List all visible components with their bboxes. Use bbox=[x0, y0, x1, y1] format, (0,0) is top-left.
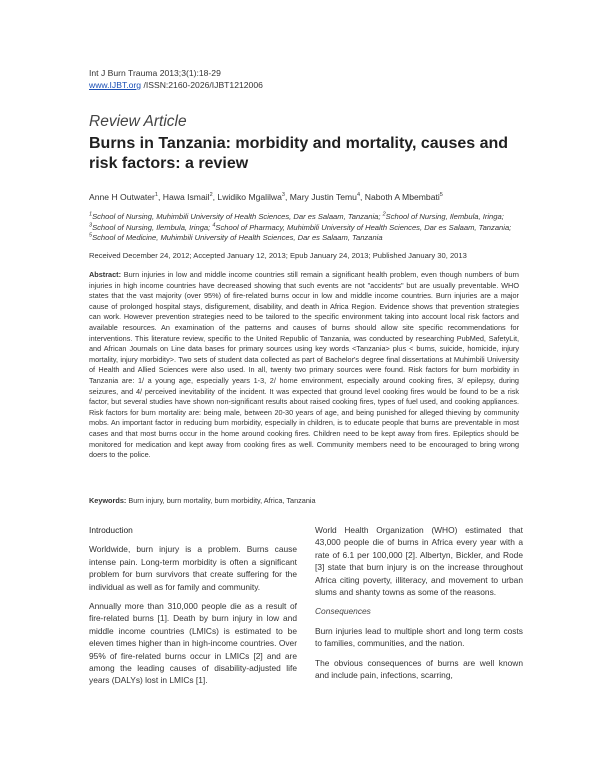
abstract bbox=[89, 270, 519, 461]
author-sup: 2 bbox=[209, 192, 213, 199]
issn-line bbox=[89, 79, 263, 91]
citation-line: Int J Burn Trauma 2013;3(1):18-29 bbox=[89, 68, 221, 78]
affiliations bbox=[89, 212, 517, 244]
author-sup: 1 bbox=[154, 192, 158, 199]
publication-dates: Received December 24, 2012; Accepted January 12, 2013; Epub January 24, 2013; Published January 30, 2013 bbox=[89, 251, 467, 260]
journal-citation bbox=[89, 67, 263, 91]
paragraph: World Health Organization (WHO) estimated that 43,000 people die of burns in Africa every year with a rate of 6.1 per 100,000 [2]. Albertyn, Bickler, and Rode [3] state that burn injury is on the increase throughout Africa citing poverty, illiteracy, and movement to urban slums and shanty towns as some of the reasons. bbox=[315, 525, 523, 598]
subheading-consequences: Consequences bbox=[315, 606, 371, 617]
article-title: Burns in Tanzania: morbidity and mortality, causes and risk factors: a review bbox=[89, 135, 509, 172]
author-name: Lwidiko Mgalilwa bbox=[217, 192, 282, 202]
paragraph: Annually more than 310,000 people die as a result of fire-related burns [1]. Death by burn injury in low and middle income countries (LMICs) is estimated to be eleven times higher than in high-income countries. Over 95% of fire-related burns occur in LMICs [2] and are among the leading causes of disability-adjusted life years (DALYs) lost in LMICs [1]. bbox=[89, 601, 297, 686]
keywords-text: Burn injury, burn mortality, burn morbidity, Africa, Tanzania bbox=[126, 496, 316, 505]
abstract-text: Burn injuries in low and middle income countries still remain a significant health problem, even though numbers of burn injuries in high income countries have decreased showing that such events are not "accidents" but are usually preventable. WHO states that the vast majority (over 95%) of fire-related burns occur in low and middle income countries. Burn injuries are a major cause of prolonged hospital stays, disfigurement, disability, and death in Africa Region. Evidence shows that prevention strategies can work. However prevention strategies need to be tailored to the specific environment taking into account local risk factors and available resources. An examination of the patterns and causes of burns should allow site specific recommendations for interventions. This literature review, specific to the United Republic of Tanzania, was conducted by researching PubMed, SafetyLit, and African Journals on Line data bases for primary sources using key words <Tanzania> plus < burns, suicide, homicide, injury mortality, injury morbidity>. Two sets of student data collected as part of Bachelor's degree final dissertations at Muhimbili University of Health and Allied Sciences were also used. In all, twenty two primary sources were found. Risk factors for burn morbidity in Tanzania are: 1/ a young age, especially years 1-3, 2/ home environment, especially around cooking fires, 3/ epilepsy, during seizures, and 4/ perceived inevitability of the incident. It was expected that ground level cooking fires would be found to be a risk factor, but several studies have shown non-significant results about raised cooking fires, types of fuel used, and cooking appliances. Risk factors for burn mortality are: being male, between 20-30 years of age, and being punished for alleged thieving by community mobs. An important factor in reducing burn morbidity, especially in children, is to educate people that burns are preventable in most cases and that most burns occur in the home around cooking fires. Children need to be kept away from fires. Epileptics should be monitored for medication and kept away from cooking fires as well. Community members need to be encouraged to bring wrong doers to the police. bbox=[89, 270, 519, 460]
author-name: Anne H Outwater bbox=[89, 192, 155, 202]
keywords bbox=[89, 496, 519, 505]
section-heading-introduction: Introduction bbox=[89, 525, 133, 535]
paragraph: Worldwide, burn injury is a problem. Burns cause intense pain. Long-term morbidity is often a significant problem for burn survivors that create suffering for the individual as well as for family and community. bbox=[89, 544, 297, 592]
affil-sup: 4 bbox=[212, 222, 216, 229]
author-sup: 5 bbox=[439, 192, 443, 199]
author-sup: 4 bbox=[356, 192, 360, 199]
paragraph: Burn injuries lead to multiple short and long term costs to families, communities, and the nation. bbox=[315, 625, 523, 649]
keywords-label: Keywords: bbox=[89, 496, 127, 505]
author-name: Mary Justin Temu bbox=[289, 192, 357, 202]
affil-text: School of Medicine, Muhimbili University of Health Sciences, Dar es Salaam, Tanzania bbox=[92, 233, 383, 243]
affil-sup: 2 bbox=[382, 211, 386, 218]
issn-text: /ISSN:2160-2026/IJBT1212006 bbox=[141, 80, 263, 90]
author-list: Anne H Outwater$^1$, Hawa Ismail$^2$, Lwidiko Mgalilwa$^3$, Mary Justin Temu$^4$, Naboth A Mbembati$^5$ bbox=[89, 192, 443, 202]
author-sup: 3 bbox=[281, 192, 285, 199]
author-name: Naboth A Mbembati bbox=[364, 192, 440, 202]
paragraph: The obvious consequences of burns are well known and include pain, infections, scarring, bbox=[315, 657, 523, 681]
author-name: Hawa Ismail bbox=[162, 192, 210, 202]
affil-text: School of Pharmacy, Muhimbili University of Health Sciences, Dar es Salaam, Tanzania; bbox=[215, 222, 512, 232]
affil-sup: 1 bbox=[89, 211, 93, 218]
abstract-label: Abstract: bbox=[89, 270, 122, 279]
journal-link[interactable]: www.IJBT.org bbox=[89, 80, 142, 90]
article-type: Review Article bbox=[89, 113, 187, 130]
affil-text: School of Nursing, Ilembula, Iringa; bbox=[92, 222, 213, 232]
right-column bbox=[315, 524, 523, 688]
affil-sup: 5 bbox=[89, 232, 93, 239]
affil-sup: 3 bbox=[89, 222, 93, 229]
affil-text: School of Nursing, Ilembula, Iringa; bbox=[385, 212, 504, 221]
left-column bbox=[89, 524, 297, 694]
affil-text: School of Nursing, Muhimbili University of Health Sciences, Dar es Salaam, Tanzania; bbox=[92, 212, 383, 221]
